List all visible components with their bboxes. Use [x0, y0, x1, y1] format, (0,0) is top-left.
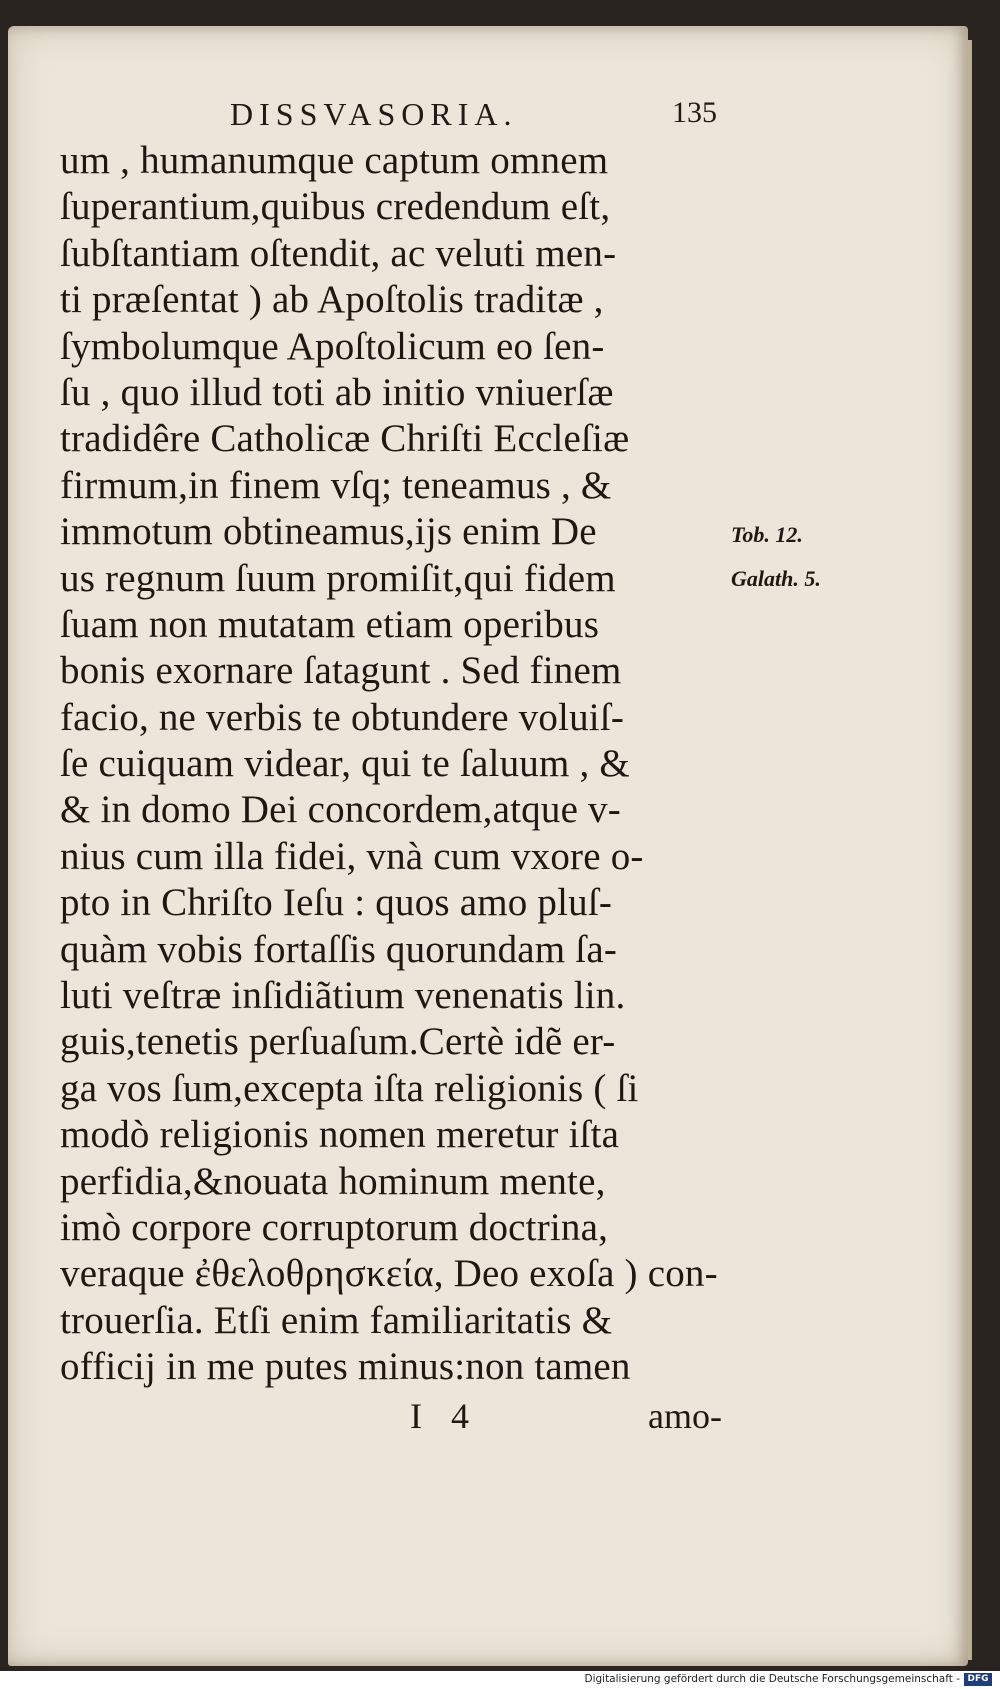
text-line: ti præſentat ) ab Apoſtolis traditæ , — [60, 278, 604, 322]
text-line: bonis exornare ſatagunt . Sed finem — [60, 649, 622, 693]
text-line: um , humanumque captum omnem — [60, 139, 609, 182]
page-number: 135 — [672, 96, 717, 129]
dfg-logo: DFG — [964, 1673, 992, 1686]
text-line: tradidêre Catholicæ Chriſti Eccleſiæ — [60, 417, 630, 461]
text-line: officij in me putes minus:non tamen — [60, 1345, 631, 1389]
text-line: luti veſtræ inſidiãtium venenatis lin. — [60, 974, 626, 1018]
text-line: ſe cuiquam videar, qui te ſaluum , & — [60, 742, 630, 786]
text-line: nius cum illa fidei, vnà cum vxore o- — [60, 834, 644, 878]
text-line: ſymbolumque Apoſtolicum eo ſen- — [60, 324, 605, 368]
text-line: immotum obtineamus,ijs enim De — [60, 510, 597, 554]
text-line: guis,tenetis perſuaſum.Certè idẽ er- — [60, 1020, 616, 1064]
text-line: ga vos ſum,excepta iſta religionis ( ſi — [60, 1066, 639, 1110]
text-line: modò religionis nomen meretur iſta — [60, 1113, 620, 1157]
text-line: veraque ἐθελοθρησκεία, Deo exoſa ) con- — [60, 1252, 718, 1296]
text-line: quàm vobis fortaſſis quorundam ſa- — [60, 927, 618, 971]
running-title: DISSVASORIA. — [230, 96, 518, 132]
text-line: us regnum ſuum promiſit,qui fidem — [60, 556, 616, 600]
text-line: pto in Chriſto Ieſu : quos amo pluſ- — [60, 881, 613, 925]
text-line: ſuam non mutatam etiam operibus — [60, 602, 600, 646]
marginal-note-galatians: Galath. 5. — [731, 566, 821, 591]
text-line: ſuperantium,quibus credendum eſt, — [60, 185, 611, 229]
signature-mark: I 4 — [410, 1396, 479, 1436]
text-line: facio, ne verbis te obtundere voluiſ- — [60, 695, 625, 739]
text-line: ſu , quo illud toti ab initio vniuerſæ — [60, 370, 614, 414]
text-line: firmum,in finem vſq; teneamus , & — [60, 463, 612, 507]
digitization-credit: Digitalisierung gefördert durch die Deutsche Forschungsgemeinschaft - — [584, 1673, 960, 1685]
body-text — [60, 138, 750, 1391]
text-line: ſubſtantiam oſtendit, ac veluti men- — [60, 231, 617, 275]
page-header — [230, 96, 730, 142]
marginal-note-tobit: Tob. 12. — [731, 522, 803, 547]
text-line: & in domo Dei concordem,atque v- — [60, 788, 621, 832]
catchword: amo- — [648, 1396, 722, 1436]
text-line: trouerſia. Etſi enim familiaritatis & — [60, 1298, 613, 1342]
text-line: imò corpore corruptorum doctrina, — [60, 1205, 609, 1249]
text-line: perfidia,&nouata hominum mente, — [60, 1159, 606, 1203]
